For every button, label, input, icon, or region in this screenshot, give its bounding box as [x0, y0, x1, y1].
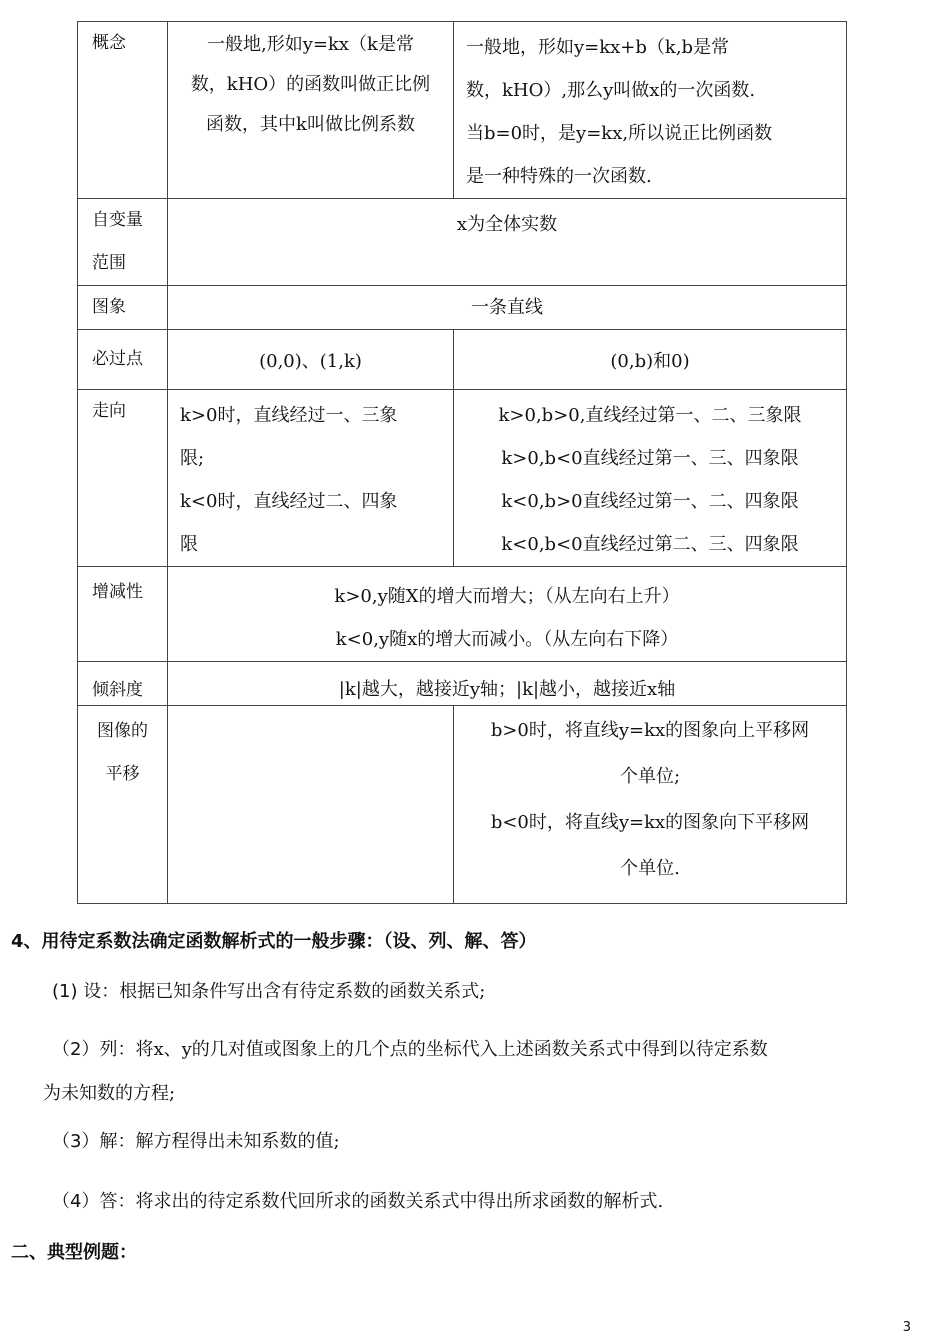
translation-linear: b>0时，将直线y=kx的图象向上平移网 个单位; b<0时，将直线y=kx的图象向下平移网 个单位. — [454, 706, 847, 904]
step-2-continuation: 为未知数的方程; — [43, 1083, 176, 1104]
step-2 — [52, 1036, 768, 1064]
row-monotonicity — [78, 567, 847, 662]
section-2-title: 二、典型例题： — [11, 1242, 137, 1263]
row-concept — [78, 22, 847, 199]
fixed-point-linear: (0,b)和0) — [454, 330, 847, 390]
row-slope — [78, 662, 847, 706]
row-header-monotonicity: 增减性 — [78, 567, 168, 662]
fixed-point-proportional: (0,0)、(1,k) — [168, 330, 454, 390]
step-4 — [52, 1188, 663, 1216]
row-graph — [78, 286, 847, 330]
row-header-slope: 倾斜度 — [78, 662, 168, 706]
step-3-text: 解方程得出未知系数的值; — [135, 1131, 340, 1152]
row-header-graph: 图象 — [78, 286, 168, 330]
row-header-concept: 概念 — [78, 22, 168, 199]
step-2-label: （2）列： — [52, 1039, 136, 1060]
step-4-text: 将求出的待定系数代回所求的函数关系式中得出所求函数的解析式. — [135, 1191, 664, 1212]
step-1 — [52, 978, 485, 1006]
row-fixed-point — [78, 330, 847, 390]
monotonicity-value: k>0,y随X的增大而增大；（从左向右上升） k<0,y随x的增大而减小。（从左向右下降） — [168, 567, 847, 662]
step-4-label: （4）答： — [52, 1191, 136, 1212]
page-number: 3 — [902, 1320, 911, 1335]
section-4-title: 4、用待定系数法确定函数解析式的一般步骤：（设、列、解、答） — [11, 931, 537, 952]
translation-proportional — [168, 706, 454, 904]
concept-linear: 一般地，形如y=kx+b（k,b是常 数，kHO）,那么y叫做x的一次函数. 当b=0时，是y=kx,所以说正比例函数 是一种特殊的一次函数. — [454, 22, 847, 199]
concept-proportional: 一般地,形如y=kx（k是常 数，kHO）的函数叫做正比例 函数，其中k叫做比例系数 — [168, 22, 454, 199]
step-1-text: 根据已知条件写出含有待定系数的函数关系式; — [119, 981, 486, 1002]
graph-value: 一条直线 — [168, 286, 847, 330]
row-header-translation: 图像的 平移 — [78, 706, 168, 904]
direction-linear: k>0,b>0,直线经过第一、二、三象限 k>0,b<0直线经过第一、三、四象限 k<0,b>0直线经过第一、二、四象限 k<0,b<0直线经过第二、三、四象限 — [454, 390, 847, 567]
step-3-label: （3）解： — [52, 1131, 136, 1152]
row-domain — [78, 199, 847, 286]
step-1-label: (1) 设： — [52, 981, 120, 1002]
direction-proportional: k>0时，直线经过一、三象 限; k<0时，直线经过二、四象 限 — [168, 390, 454, 567]
row-translation — [78, 706, 847, 904]
row-header-direction: 走向 — [78, 390, 168, 567]
row-header-fixed-point: 必过点 — [78, 330, 168, 390]
step-3 — [52, 1128, 340, 1156]
row-direction — [78, 390, 847, 567]
slope-value: |k|越大，越接近y轴；|k|越小，越接近x轴 — [168, 662, 847, 706]
comparison-table — [77, 21, 847, 904]
domain-value: x为全体实数 — [168, 199, 847, 286]
row-header-domain: 自变量 范围 — [78, 199, 168, 286]
step-2-text: 将x、y的几对值或图象上的几个点的坐标代入上述函数关系式中得到以待定系数 — [135, 1039, 768, 1060]
